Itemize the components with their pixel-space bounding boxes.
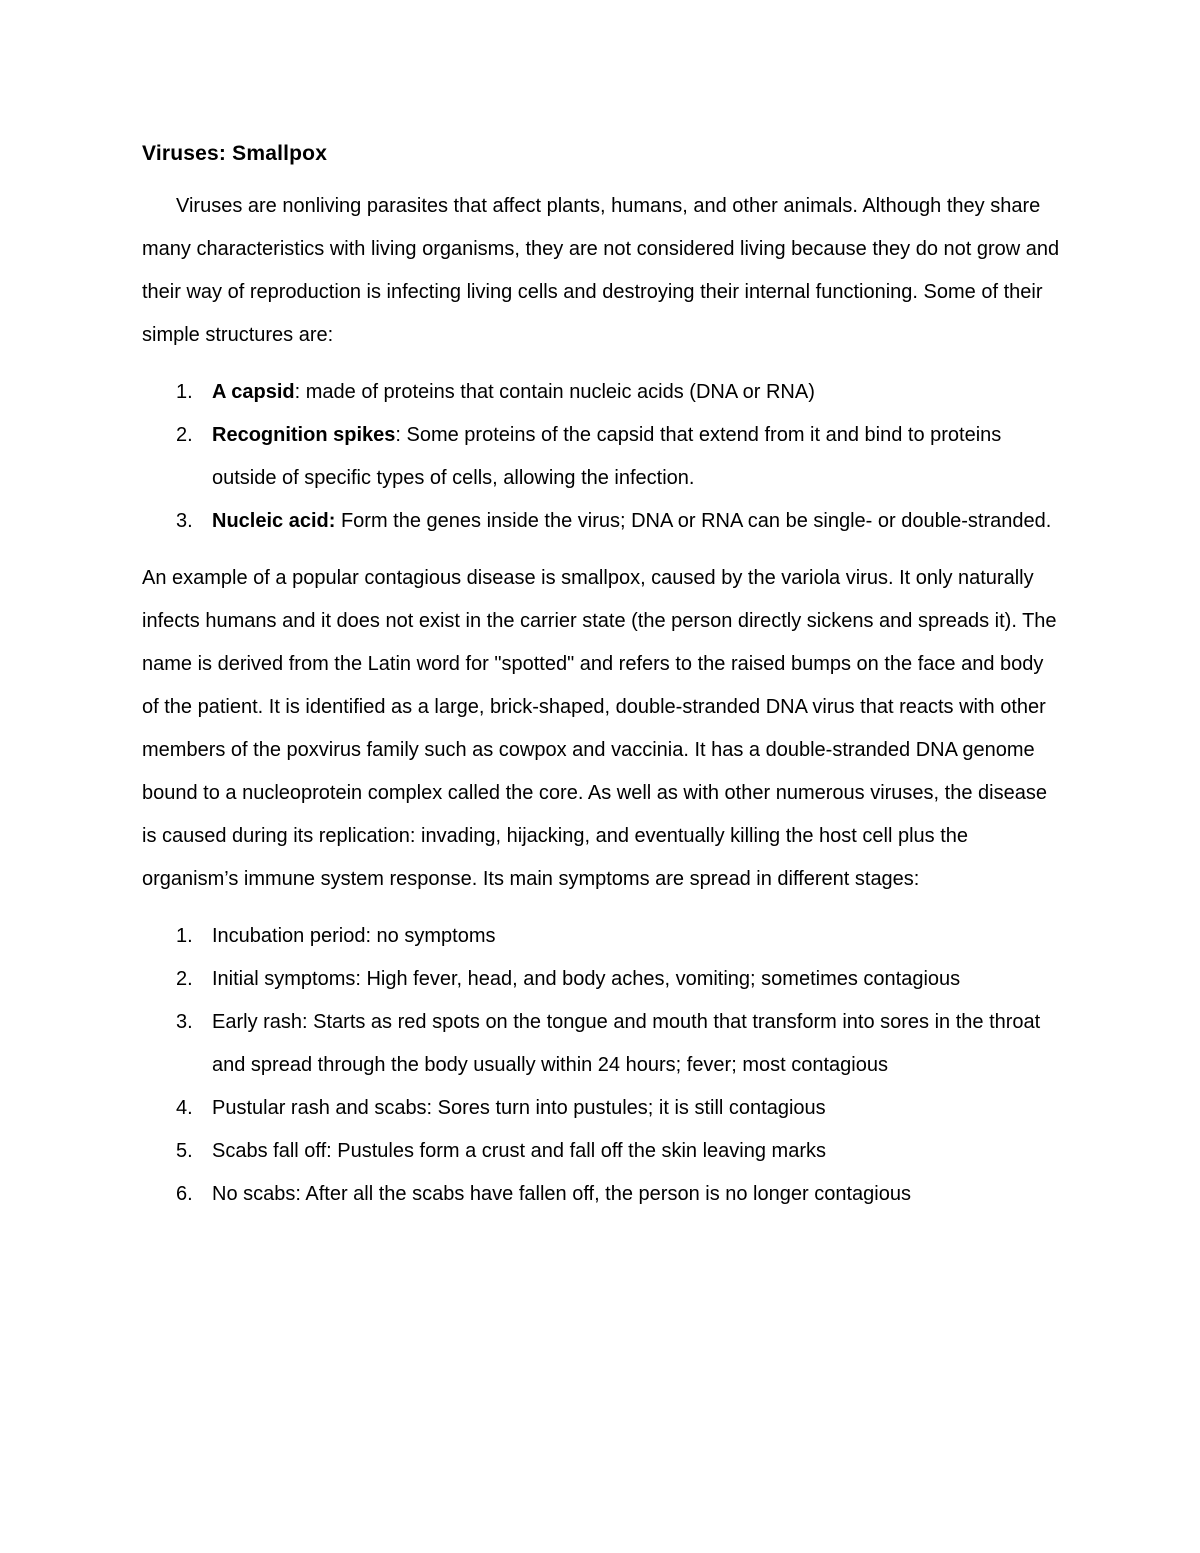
list-item xyxy=(142,915,1064,958)
list-item xyxy=(142,371,1064,414)
stages-list xyxy=(142,915,1064,1216)
list-text: Scabs fall off: Pustules form a crust and fall off the skin leaving marks xyxy=(212,1140,826,1163)
list-item xyxy=(142,958,1064,1001)
document-title: Viruses: Smallpox xyxy=(142,142,328,165)
list-number: 6. xyxy=(176,1183,193,1206)
list-text: : Some proteins of the capsid that extend from it and bind to proteins outside of specific types of cells, allowing the infection. xyxy=(212,424,1002,490)
list-item xyxy=(142,500,1064,543)
list-term: Nucleic acid: xyxy=(212,510,336,533)
list-number: 1. xyxy=(176,381,193,404)
list-term: Recognition spikes xyxy=(212,424,396,447)
list-text: Incubation period: no symptoms xyxy=(212,925,496,948)
list-term: A capsid xyxy=(212,381,295,404)
intro-paragraph: Viruses are nonliving parasites that affect plants, humans, and other animals. Although they share many characteristics with living organisms, they are not considered living because they do not grow and their way of reproduction is infecting living cells and destroying their internal functioning. Some of their simple structures are: xyxy=(142,195,1060,347)
list-number: 2. xyxy=(176,424,193,447)
list-text: No scabs: After all the scabs have fallen off, the person is no longer contagious xyxy=(212,1183,911,1206)
list-number: 5. xyxy=(176,1140,193,1163)
list-number: 3. xyxy=(176,510,193,533)
list-text: Early rash: Starts as red spots on the tongue and mouth that transform into sores in the throat and spread through the body usually within 24 hours; fever; most contagious xyxy=(212,1011,1041,1077)
list-number: 4. xyxy=(176,1097,193,1120)
list-item xyxy=(142,1130,1064,1173)
document-page xyxy=(142,140,1064,1230)
list-item xyxy=(142,1087,1064,1130)
list-text: Initial symptoms: High fever, head, and body aches, vomiting; sometimes contagious xyxy=(212,968,961,991)
list-number: 3. xyxy=(176,1011,193,1034)
list-text: Pustular rash and scabs: Sores turn into pustules; it is still contagious xyxy=(212,1097,826,1120)
body-paragraph: An example of a popular contagious disease is smallpox, caused by the variola virus. It only naturally infects humans and it does not exist in the carrier state (the person directly sickens and spreads it). The name is derived from the Latin word for "spotted" and refers to the raised bumps on the face and body of the patient. It is identified as a large, brick-shaped, double-stranded DNA virus that reacts with other members of the poxvirus family such as cowpox and vaccinia. It has a double-stranded DNA genome bound to a nucleoprotein complex called the core. As well as with other numerous viruses, the disease is caused during its replication: invading, hijacking, and eventually killing the host cell plus the organism’s immune system response. Its main symptoms are spread in different stages: xyxy=(142,567,1057,891)
list-text: : made of proteins that contain nucleic acids (DNA or RNA) xyxy=(294,381,815,404)
list-item xyxy=(142,1001,1064,1087)
structures-list xyxy=(142,371,1064,543)
list-number: 2. xyxy=(176,968,193,991)
list-item xyxy=(142,1173,1064,1216)
list-text: Form the genes inside the virus; DNA or RNA can be single- or double-stranded. xyxy=(335,510,1052,533)
list-number: 1. xyxy=(176,925,193,948)
list-item xyxy=(142,414,1064,500)
